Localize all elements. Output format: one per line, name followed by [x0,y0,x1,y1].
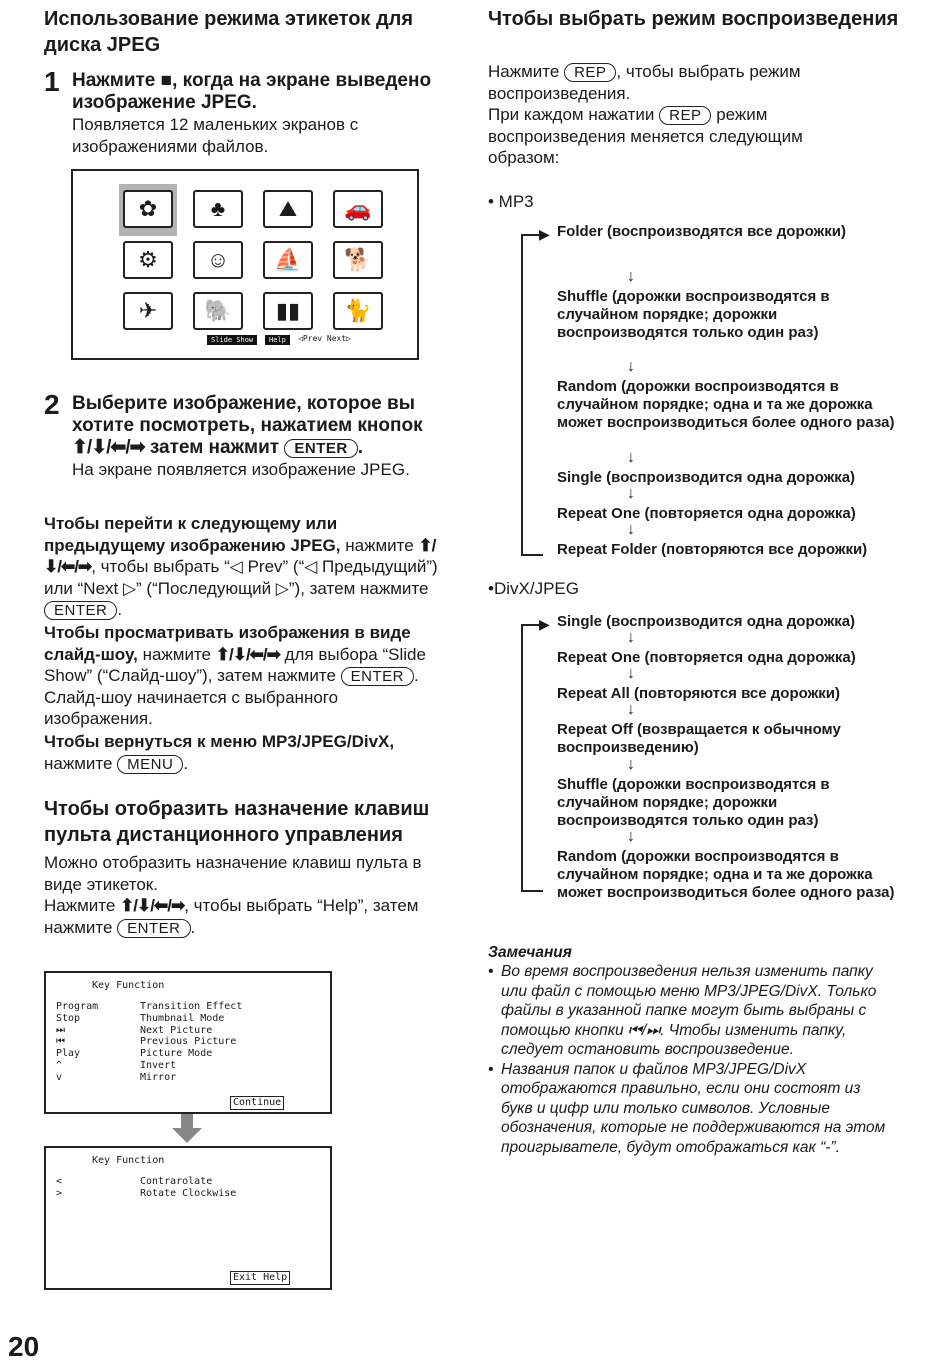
note-text: Во время воспроизведения нельзя изменить папку или файл с помощью меню MP3/JPEG/DivX. Только файлы в указанной папке могут быть выбраны с помощью кнопки ⏮/⏭. Чтобы изменить папку, следует остановить воспроизведение. [501,963,877,1058]
enter-key: ENTER [44,601,117,620]
flow-step: Repeat All (повторяются все дорожки) [557,685,840,702]
key-label: Stop [56,1012,81,1024]
flower-icon[interactable]: ✿ [123,190,173,228]
function-label: Previous Picture [140,1036,237,1048]
section-title-play-mode: Чтобы выбрать режим воспроизведения [488,8,899,30]
flow-step: Repeat Off (возвращается к обычному воспроизведению) [557,721,841,756]
down-arrow-icon [171,1114,203,1144]
key-label: Program [56,1001,99,1012]
para-text: , чтобы выбрать режим воспроизведения. [488,62,801,103]
thumbnail-screen [71,169,419,360]
section-title-key-function: Чтобы отобразить назначение клавиш пульта дистанционного управления [44,798,430,846]
note-item [488,962,896,1060]
divx-jpeg-label: •DivX/JPEG [488,579,579,598]
key-function-title: Key Function [92,1155,165,1166]
key-function-screen-2 [44,1146,332,1290]
flow-step: Random (дорожки воспроизводятся в случайном порядке; одна и та же дорожка может воспроизводиться более одного раза) [557,378,895,431]
flow-step: Folder (воспроизводятся все дорожки) [557,223,846,240]
person-icon[interactable]: ☺ [193,241,243,279]
step-1 [44,66,462,158]
function-label: Contrarolate [140,1176,213,1187]
loop-bracket [521,624,543,892]
key-label: > [56,1187,63,1199]
buildings-icon[interactable]: ▮▮ [263,292,313,330]
para-text: нажмите [340,535,419,555]
down-arrow-icon: ↓ [627,665,635,682]
enter-key: ENTER [341,667,414,686]
function-label: Transition Effect [140,1001,243,1012]
motorbike-icon[interactable]: ⚙ [123,241,173,279]
step-2-title-b: затем нажмит [149,437,280,458]
note-item [488,1060,896,1158]
menu-key: MENU [117,755,183,774]
arrow-keys-icon: ⬆/⬇/⬅/➡ [120,896,185,915]
flow-step: Random (дорожки воспроизводятся в случайном порядке; одна и та же дорожка может воспроизводиться более одного раза) [557,848,895,901]
rep-key: REP [659,106,711,125]
enter-key: ENTER [117,919,190,938]
paragraph-rep [488,61,833,169]
notes-list [488,962,896,1157]
para-text: , чтобы выбрать “◁ Prev” (“◁ Предыдущий”) или “Next ▷” (“Последующий ▷”), затем нажмите [44,557,438,598]
paragraph-help: Можно отобразить назначение клавиш пульта в виде этикеток. Нажмите ⬆/⬇/⬅/➡, чтобы выбрать “Help”, затем нажмите ENTER . [44,853,422,937]
help-button[interactable]: Help [265,335,290,345]
dog-icon[interactable]: 🐕 [333,241,383,279]
para-text: При каждом нажатии [488,105,660,124]
paragraph-slideshow [44,622,449,730]
step-number: 2 [44,389,60,420]
para-text: нажмите [44,753,118,773]
flow-step: Single (воспроизводится одна дорожка) [557,613,856,630]
step-2: 2 Выберите изображение, которое вы хотите посмотреть, нажатием кнопок ⬆/⬇/⬅/➡ затем нажмит ENTER . На экране появляется изображение JPEG. [72,393,452,481]
para-text: нажмите [137,644,216,664]
elephant-icon[interactable]: 🐘 [193,292,243,330]
slide-show-button[interactable]: Slide Show [207,335,257,345]
prev-next-nav[interactable]: ◁Prev Next▷ [298,334,351,343]
ship-icon[interactable]: ⛵ [263,241,313,279]
para-text: Нажмите [488,62,565,81]
down-arrow-icon: ↓ [627,828,635,845]
exit-help-button[interactable]: Exit Help [230,1271,290,1285]
loop-arrow-icon: ▶ [539,226,550,242]
loop-arrow-icon: ▶ [539,616,550,632]
note-text: Названия папок и файлов MP3/JPEG/DivX отображаются правильно, если они состоят из букв и цифр или только символов. Условные обозначения, которые не поддерживаются на этом проигрывателе, будут отображаться как “-”. [501,1060,886,1156]
function-label: Mirror [140,1071,177,1083]
step-2-title-a: Выберите изображение, которое вы хотите посмотреть, нажатием кнопок [72,393,423,436]
para-bold: Чтобы просматривать изображения в виде слайд-шоу, [44,623,411,664]
key-label: < [56,1176,63,1187]
step-1-title: Нажмите ■, когда на экране выведено изображение JPEG. [72,70,432,113]
para-text: режим воспроизведения меняется следующим образом: [488,105,803,167]
bullet-icon: • [488,963,494,980]
para-bold: Чтобы вернуться к меню MP3/JPEG/DivX, [44,732,395,751]
down-arrow-icon: ↓ [627,449,635,466]
down-arrow-icon: ↓ [627,485,635,502]
down-arrow-icon: ↓ [627,756,635,773]
mountains-icon[interactable]: ⛰ [263,190,313,228]
para-bold: Чтобы перейти к следующему или предыдущему изображению JPEG, [44,514,341,555]
function-label: Picture Mode [140,1048,213,1060]
mp3-label: • MP3 [488,192,534,211]
page-number: 20 [8,1331,40,1362]
step-1-desc: Появляется 12 маленьких экранов с изображениями файлов. [72,115,359,156]
down-arrow-icon: ↓ [627,629,635,646]
flow-step: Shuffle (дорожки воспроизводятся в случайном порядке; дорожки воспроизводятся только один раз) [557,288,830,341]
notes-title: Замечания [488,944,572,961]
function-label: Next Picture [140,1024,213,1036]
down-arrow-icon: ↓ [627,701,635,718]
para-text: Можно отобразить назначение клавиш пульта в виде этикеток. [44,853,422,894]
down-arrow-icon: ↓ [627,268,635,285]
flow-step: Single (воспроизводится одна дорожка) [557,469,856,486]
loop-bracket [521,234,543,556]
step-number: 1 [44,66,60,97]
bullet-icon: • [488,1060,494,1078]
key-label: v [56,1071,63,1083]
para-text: , чтобы выбрать “Help”, затем нажмите [44,896,419,937]
arrow-keys-icon: ⬆/⬇/⬅/➡ [44,535,436,576]
function-label: Thumbnail Mode [140,1012,225,1024]
continue-button[interactable]: Continue [230,1096,284,1110]
down-arrow-icon: ↓ [627,521,635,538]
key-function-screen-1 [44,971,332,1114]
key-label: ⏭ [56,1024,65,1036]
car-icon[interactable]: 🚗 [333,190,383,228]
function-label: Rotate Clockwise [140,1187,237,1199]
para-text: . Слайд-шоу начинается с выбранного изображения. [44,666,419,728]
para-text: для выбора “Slide Show” (“Слайд-шоу”), затем нажмите [44,644,426,685]
paragraph-menu: Чтобы вернуться к меню MP3/JPEG/DivX, нажмите MENU . [44,732,395,773]
key-label: Play [56,1048,81,1060]
paragraph-next-prev: Чтобы перейти к следующему или предыдущему изображению JPEG, нажмите ⬆/⬇/⬅/➡, чтобы выбрать “◁ Prev” (“◁ Предыдущий”) или “Next ▷” (“Последующий ▷”), затем нажмите ENTER . [44,514,438,619]
key-label: ^ [56,1060,63,1071]
flow-step: Repeat Folder (повторяются все дорожки) [557,541,868,558]
section-title-jpeg-labels: Использование режима этикеток для диска JPEG [44,8,414,56]
tree-icon[interactable]: ♣ [193,190,243,228]
arrow-keys-icon: ⬆/⬇/⬅/➡ [72,437,145,458]
arrow-keys-icon: ⬆/⬇/⬅/➡ [215,644,280,664]
rep-key: REP [564,63,616,82]
para-text: Нажмите [44,896,121,915]
key-label: ⏮ [56,1036,65,1048]
airplane-icon[interactable]: ✈ [123,292,173,330]
flow-step: Shuffle (дорожки воспроизводятся в случайном порядке; дорожки воспроизводятся только один раз) [557,776,830,829]
step-2-desc: На экране появляется изображение JPEG. [72,460,410,479]
flow-step: Repeat One (повторяется одна дорожка) [557,505,856,522]
enter-key: ENTER [284,439,357,458]
function-label: Invert [140,1060,177,1071]
key-function-title: Key Function [92,980,165,991]
down-arrow-icon: ↓ [627,358,635,375]
cat-icon[interactable]: 🐈 [333,292,383,330]
flow-step: Repeat One (повторяется одна дорожка) [557,649,856,666]
